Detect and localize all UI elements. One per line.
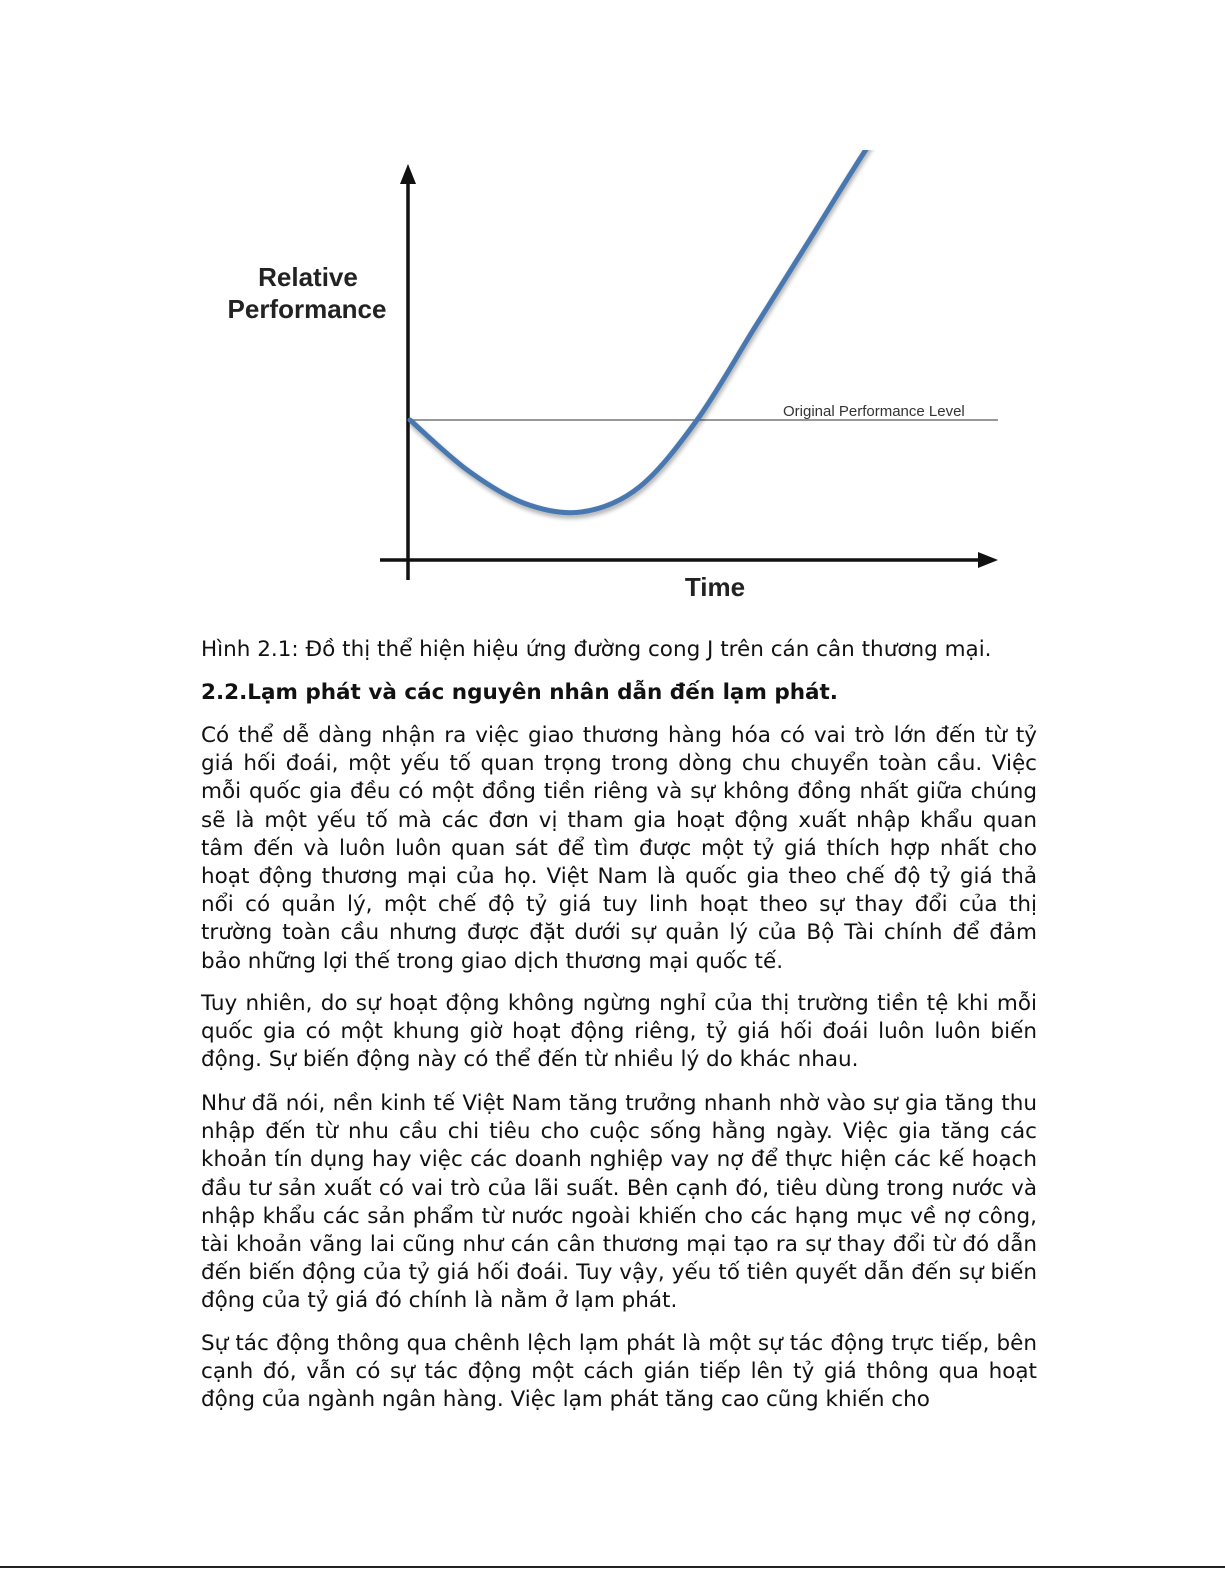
y-axis-label-line1: Relative	[258, 262, 358, 292]
j-curve-line	[410, 150, 984, 513]
j-curve-figure	[200, 150, 1020, 620]
paragraph-4: Sự tác động thông qua chênh lệch lạm phát là một sự tác động trực tiếp, bên cạnh đó, vẫn có sự tác động một cách gián tiếp lên tỷ giá thông qua hoạt động của ngành ngân hàng. Việc lạm phát tăng cao cũng khiến cho	[201, 1331, 1037, 1413]
paragraph-3: Như đã nói, nền kinh tế Việt Nam tăng trưởng nhanh nhờ vào sự gia tăng thu nhập đến từ nhu cầu chi tiêu cho cuộc sống hằng ngày. Việc gia tăng các khoản tín dụng hay việc các doanh nghiệp vay nợ để thực hiện các kế hoạch đầu tư sản xuất có vai trò của lãi suất. Bên cạnh đó, tiêu dùng trong nước và nhập khẩu các sản phẩm từ nước ngoài khiến cho các hạng mục về nợ công, tài khoản vãng lai cũng như cán cân thương mại tạo ra sự thay đổi từ đó dẫn đến biến động của tỷ giá hối đoái. Tuy vậy, yếu tố tiên quyết dẫn đến sự biến động của tỷ giá đó chính là nằm ở lạm phát.	[201, 1091, 1037, 1314]
y-axis-arrow-icon	[400, 164, 416, 184]
paragraph-1: Có thể dễ dàng nhận ra việc giao thương hàng hóa có vai trò lớn đến từ tỷ giá hối đoái, một yếu tố quan trọng trong dòng chu chuyển toàn cầu. Việc mỗi quốc gia đều có một đồng tiền riêng và sự không đồng nhất giữa chúng sẽ là một yếu tố mà các đơn vị tham gia hoạt động xuất nhập khẩu quan tâm đến và luôn luôn quan sát để tìm được một tỷ giá thích hợp nhất cho hoạt động thương mại của họ. Việt Nam là quốc gia theo chế độ tỷ giá thả nổi có quản lý, một chế độ tỷ giá tuy linh hoạt theo sự thay đổi của thị trường toàn cầu nhưng được đặt dưới sự quản lý của Bộ Tài chính để đảm bảo những lợi thế trong giao dịch thương mại quốc tế.	[201, 723, 1037, 974]
page-bottom-rule	[0, 1566, 1225, 1568]
x-axis-arrow-icon	[978, 552, 998, 568]
y-axis-label-line2: Performance	[227, 294, 387, 324]
original-performance-level-label: Original Performance Level	[783, 403, 965, 420]
paragraph-2: Tuy nhiên, do sự hoạt động không ngừng nghỉ của thị trường tiền tệ khi mỗi quốc gia có một khung giờ hoạt động riêng, tỷ giá hối đoái luôn luôn biến động. Sự biến động này có thể đến từ nhiều lý do khác nhau.	[201, 991, 1037, 1073]
section-heading: 2.2.Lạm phát và các nguyên nhân dẫn đến lạm phát.	[201, 680, 838, 705]
figure-caption: Hình 2.1: Đồ thị thể hiện hiệu ứng đường cong J trên cán cân thương mại.	[201, 637, 992, 662]
j-curve-chart	[200, 150, 1020, 620]
x-axis-label: Time	[684, 572, 746, 602]
